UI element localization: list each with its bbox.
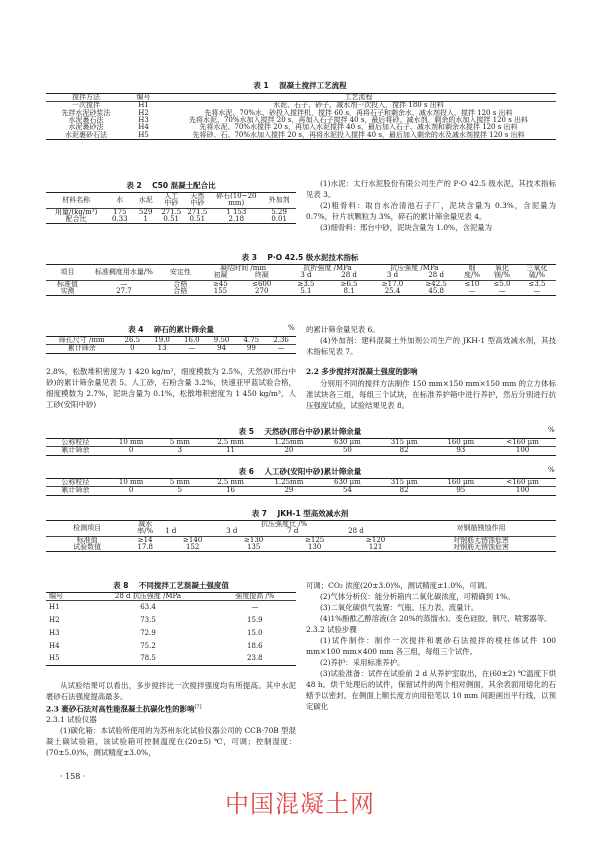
table-cell: ≥130 [244, 535, 264, 544]
table-cell: 72.9 [140, 628, 156, 637]
table-cell: 82 [399, 446, 409, 455]
table-cell: 1.25mm [274, 478, 304, 486]
table8-caption: 表 8 不同搅拌工艺混凝土强度值 [113, 581, 229, 590]
table-cell: 19.0 [154, 336, 170, 344]
table-cell: 11 [226, 446, 235, 455]
table-cell: 27.7 [116, 287, 132, 296]
table-cell: H2 [138, 108, 149, 117]
table-cell: 0 [128, 446, 134, 455]
table3-header-item: 项目 [60, 267, 75, 276]
table3-header-so3: 三氧化硫/% [526, 264, 548, 280]
table1-caption: 表 1 混凝土搅拌工艺流程 [253, 81, 347, 90]
table-cell: 1 153 [226, 207, 247, 216]
table-cell: H4 [49, 641, 60, 650]
table-cell: ≥14 [137, 535, 153, 544]
table-cell: 2.5 mm [217, 438, 244, 446]
table1-header-no: 编号 [136, 93, 151, 101]
table-cell: 合格 [173, 287, 188, 296]
table-cell: 配合比 [65, 215, 87, 224]
page-number: · 158 · [60, 772, 86, 781]
table-cell: 对钢筋无锈蚀危害 [453, 535, 510, 544]
table-cell: 16.0 [184, 336, 200, 344]
table-cell: 2.18 [228, 215, 245, 224]
table8-header-strength: 28 d 抗压强度 /MPa [114, 592, 182, 600]
right-bottom-text [306, 580, 556, 712]
table-cell: 25.4 [384, 287, 401, 296]
table-cell: — [533, 287, 541, 296]
table2-header-cement: 水泥 [138, 195, 153, 204]
table-cell: H1 [138, 101, 149, 110]
table-cell: H2 [49, 615, 60, 624]
table8 [46, 592, 296, 666]
table3-header-fineness: 细度/% [463, 264, 480, 280]
paragraph: (2)粗骨料：取自水冶清池石子厂，泥块含量为 0.3%，含泥量为 0.7%，针片状颗粒为 3%，碎石的累计筛余量见表 4。 [306, 201, 556, 221]
table-cell: 95 [456, 486, 466, 495]
table-cell: 合格 [173, 279, 188, 288]
table2-caption: 表 2 C50 混凝土配合比 [126, 181, 216, 190]
table7-header-28d: 28 d [348, 527, 364, 536]
paragraph: (2)气体分析仪：能分析箱内二氧化碳浓度，可精确到 1%。 [320, 592, 515, 601]
paragraph: (3)细骨料：邢台中砂，泥块含量为 1.0%，含泥量为 [320, 223, 493, 232]
table-cell: — [277, 344, 285, 353]
table-cell: H4 [138, 123, 149, 132]
table-cell: 100 [515, 486, 530, 495]
paragraph: 可调；CO₂ 浓度(20±3.0)%，测试精度±1.0%，可调。 [306, 581, 492, 590]
table-cell: 公称粒径 [61, 478, 90, 486]
table-cell: 10 mm [118, 478, 144, 486]
paragraph: (1)碳化箱：本试验所使用的为苏州东化试验仪器公司的 CCB-70B 型混凝土碳试验箱，该试验箱可控制温度在(20±5) ℃，可调；控制湿度：(70±5.0)%，测试精度±3.0%， [46, 726, 296, 758]
paragraph: 的累计筛余量见表 6。 [306, 325, 380, 334]
table4-caption: 表 4 碎石的累计筛余量 [128, 325, 214, 334]
table3-header-final: 终凝 [254, 271, 269, 280]
table-cell: 用量/(kg/m³) [54, 207, 98, 216]
table-cell: 5 mm [169, 478, 190, 486]
table3-header-setting: 凝结时间 /min [220, 264, 267, 272]
table7-header-7d: 7 d [287, 527, 299, 536]
section-2-2-heading: 2.2 多步搅拌对混凝土强度的影响 [306, 367, 418, 376]
table-row [46, 447, 556, 455]
paragraph: (1)水泥：太行水泥股份有限公司生产的 P·O 42.5 级水泥，其技术指标见表 3。 [306, 179, 556, 199]
table-cell: 累计筛余 [61, 486, 90, 495]
table3-header-mgo: 氧化镁/% [493, 264, 510, 280]
table-cell: 155 [213, 287, 228, 296]
table-row [46, 653, 296, 666]
table7-header-ratio: 抗压强度比 /% [261, 520, 308, 528]
table-cell: 先将砂、石、70%水加入搅拌 20 s，再将水泥投入搅拌 40 s，最后加入剩余的水及减水剂搅拌 120 s 出料 [192, 130, 525, 139]
table-cell: 一次搅拌 [72, 101, 100, 110]
table-cell: 0.01 [271, 215, 287, 224]
table-row [46, 544, 556, 552]
table-cell: ≥17.0 [381, 279, 404, 288]
table-cell: 先将水泥、70%水加入搅拌 20 s，再加入石子搅拌 40 s，最后将砂、减水剂、剩余的水加入搅拌 120 s 出料 [188, 116, 529, 125]
table3-caption: 表 3 P·O 42.5 级水泥技术指标 [241, 253, 359, 262]
paragraph: (3)二氧化碳供气装置：气瓶、压力表、流量计。 [320, 603, 479, 612]
table-cell: 93 [456, 446, 466, 455]
table-cell: — [120, 279, 128, 288]
table-cell: 5 mm [169, 438, 190, 446]
table7-header-reduce: 减水率/% [137, 520, 154, 536]
table-cell: 15.0 [247, 628, 263, 637]
table-cell: 公称粒径 [61, 438, 90, 446]
table-cell: ≥42.5 [425, 279, 447, 288]
table-cell: ≤10 [464, 279, 480, 288]
table-cell: 160 μm [447, 478, 475, 486]
table-row [46, 288, 556, 296]
table1-header-process: 工艺流程 [344, 93, 373, 101]
table-cell: 271.5 [187, 207, 208, 216]
table-row [46, 479, 556, 487]
table3-header-comp: 抗压强度 /MPa [390, 264, 439, 272]
table2 [46, 192, 296, 224]
table7-header-item: 检测项目 [73, 523, 102, 532]
table-row [46, 614, 296, 627]
table2-header-admix: 外加剂 [268, 195, 290, 204]
table-cell: 270 [255, 287, 269, 296]
table-cell: 试验数值 [73, 543, 102, 552]
table-row [46, 439, 556, 447]
table7-header-3d: 3 d [226, 527, 238, 536]
table-cell: ≤5.0 [493, 279, 511, 288]
section-2-2-paragraph: 分别用不同的搅拌方法制作 150 mm×150 mm×150 mm 的立方体标准试块各三组，每组三个试块，在标准养护箱中进行养护，然后分别进行抗压强度试验，试验结果见表 8。 [306, 379, 556, 410]
table7-header-corrosion: 对钢筋锈蚀作用 [456, 523, 506, 532]
table-cell: 0.51 [189, 215, 206, 224]
table-cell: — [251, 602, 259, 611]
table-cell: 160 μm [447, 438, 475, 446]
table5-caption: 表 5 天然砂(邢台中砂)累计筛余量 [238, 427, 362, 436]
table-cell: 水泥裹砂法 [68, 123, 104, 132]
table8-header-no: 编号 [49, 592, 63, 600]
table-cell: <160 μm [506, 438, 539, 446]
table-cell: 29 [284, 486, 294, 495]
table-cell: 2.5 mm [217, 478, 244, 486]
table-cell: 271.5 [161, 207, 182, 216]
table2-header-material: 材料名称 [62, 195, 91, 204]
table-cell: 63.4 [140, 602, 156, 611]
table-cell: — [498, 287, 506, 296]
table-cell: 17.8 [137, 543, 153, 552]
table-cell: 23.8 [247, 654, 263, 663]
table4-unit: % [288, 324, 295, 332]
table-cell: 94 [217, 344, 227, 353]
table-cell: 315 μm [390, 478, 418, 486]
table-cell: 121 [368, 543, 383, 552]
section-2-3-reference: [7] [194, 704, 202, 710]
table-cell: 水泥裹砂石法 [65, 130, 107, 139]
table-cell: 16 [226, 486, 235, 495]
table-cell: 135 [246, 543, 261, 552]
table-cell: 82 [399, 486, 409, 495]
table-cell: 529 [139, 207, 153, 216]
table-cell: 5.1 [300, 287, 312, 296]
table-cell: 0 [130, 344, 135, 353]
table7 [46, 520, 556, 552]
table-cell: 630 μm [334, 478, 361, 486]
table3-header-flex-28d: 28 d [341, 271, 357, 280]
table1 [46, 93, 556, 140]
table-cell: H5 [49, 654, 60, 663]
table-cell: ≤600 [252, 279, 272, 288]
table-cell: <160 μm [506, 478, 539, 486]
right-column-text-2 [306, 324, 556, 357]
table5 [46, 438, 556, 456]
table-cell: 100 [515, 446, 530, 455]
table-cell: 先拌水泥砂浆法 [61, 108, 111, 117]
paragraph: (2)养护：采用标准养护。 [320, 658, 405, 667]
paragraph: (1)试件制作：制作一次搅拌和裹砂石法搅拌的棱柱体试件 100 mm×100 mm×400 mm 各三组，每组三个试件。 [306, 636, 556, 656]
table-cell: 73.5 [140, 615, 156, 624]
table-row [46, 627, 296, 640]
table-cell: 1.25mm [274, 438, 304, 446]
table-cell: 18.6 [247, 641, 263, 650]
table-cell: 累计筛余 [67, 344, 96, 353]
table-row [46, 601, 296, 614]
table-cell: H1 [49, 602, 60, 611]
table3-header-initial: 初凝 [213, 271, 228, 280]
table-cell: 实测 [60, 287, 75, 296]
table-cell: 先将水泥、70%水、砂投入搅拌机，搅拌 60 s，再将石子和剩余水、减水剂投入，搅拌 120 s 出料 [204, 108, 513, 117]
table-cell: ≥125 [305, 535, 325, 544]
table-cell: 8.1 [343, 287, 355, 296]
table-cell: 0.51 [163, 215, 180, 224]
paragraph: (4)外加剂：建科混凝土外加剂公司生产的 JKH-1 型高效减水剂，其技术指标见表 7。 [306, 336, 556, 356]
table-cell: 152 [185, 543, 200, 552]
table-cell: 175 [113, 207, 127, 216]
table-cell: ≥3.5 [297, 279, 315, 288]
table-cell: 3 [177, 446, 183, 455]
table-cell: 5.29 [271, 207, 287, 216]
table-cell: 4.75 [243, 336, 260, 344]
table2-header-gravel: 碎石(10~20 mm) [216, 192, 257, 208]
section-2-3-heading [46, 702, 296, 714]
table-cell: 13 [157, 344, 167, 353]
table-cell: 0 [128, 486, 134, 495]
table-cell: 130 [307, 543, 322, 552]
table2-header-man-sand: 人工中砂 [164, 192, 179, 208]
table-cell: ≥140 [183, 535, 203, 544]
table-cell: 2.36 [273, 336, 289, 344]
table-cell: H3 [49, 628, 60, 637]
section-2-3-1-heading: 2.3.1 试验仪器 [46, 715, 97, 725]
table-cell: ≥6.5 [340, 279, 358, 288]
table-cell: 标准值 [56, 279, 78, 288]
table3 [46, 264, 556, 296]
table3-header-consistency: 标准稠度用水量/% [94, 267, 153, 276]
table-row [46, 640, 296, 653]
section-2-3-2-heading: 2.3.2 试验步骤 [306, 625, 357, 634]
table7-header-1d: 1 d [165, 527, 177, 536]
paragraph: (4)1%酚酞乙醇溶液(含 20%的蒸馏水)、变色硅胶、钢尺、喷雾器等。 [320, 614, 552, 623]
table-cell: 78.5 [140, 654, 156, 663]
table-cell: ≥120 [366, 535, 386, 544]
table-cell: 0.33 [112, 215, 128, 224]
table-cell: 筛孔尺寸 /mm [58, 336, 105, 344]
table-cell: 5 [177, 486, 183, 495]
table-cell: 50 [342, 446, 352, 455]
left-mid-paragraph: 2.8%，松散堆积密度为 1 420 kg/m³，细度模数为 2.5%，天然砂(邢台中砂)的累计筛余量见表 5。人工砂，石粉含量 3.2%，快速亚甲蓝试验合格，细度模数为 2.7%，泥块含量为 0.1%，松散堆积密度为 1 450 kg/m³，人工砂(安阳中砂) [46, 367, 296, 409]
table5-unit: % [548, 426, 555, 434]
table6-unit: % [548, 466, 555, 474]
table-cell: 75.2 [140, 641, 156, 650]
table2-header-nat-sand: 天然中砂 [190, 192, 205, 208]
table-cell: 26.5 [124, 336, 141, 344]
table-cell: 99 [246, 344, 256, 353]
table6-caption: 表 6 人工砂(安阳中砂)累计筛余量 [238, 467, 362, 476]
table-cell: 先将水泥、70%水搅拌 20 s，再加入水泥搅拌 40 s，最后加入石子、减水剂和剩余水搅拌 120 s 出料 [199, 123, 518, 132]
table3-header-comp-3d: 3 d [386, 271, 399, 280]
table-row [46, 132, 556, 140]
table-cell: 10 mm [118, 438, 144, 446]
table-cell: 9.50 [213, 336, 230, 344]
table-cell: 45.8 [428, 287, 444, 296]
table-cell: — [468, 287, 476, 296]
table1-header-method: 搅拌方法 [72, 93, 100, 101]
left-bottom-text [46, 680, 296, 758]
table-cell: 对钢筋无锈蚀危害 [453, 543, 510, 552]
table6 [46, 478, 556, 496]
paragraph: 从试验结果可以看出，多步搅拌比一次搅拌强度均有所提高。其中水泥裹砂石法强度提高最多。 [46, 681, 296, 701]
table4 [46, 336, 296, 354]
table-cell: ≤3.5 [528, 279, 546, 288]
table7-caption: 表 7 JKH-1 型高效减水剂 [251, 509, 349, 518]
right-column-text-1 [306, 178, 556, 233]
table3-header-comp-28d: 28 d [428, 271, 444, 280]
table-row [46, 487, 556, 495]
table2-header-water: 水 [116, 195, 124, 204]
table-cell: ≥45 [213, 279, 228, 288]
table-cell: 15.9 [247, 615, 263, 624]
table-row [46, 345, 296, 353]
table3-header-flex-3d: 3 d [300, 271, 312, 280]
table-cell: 20 [284, 446, 294, 455]
table-cell: 标准值 [76, 535, 98, 544]
table-cell: H5 [138, 130, 149, 139]
table-cell: 315 μm [390, 438, 418, 446]
table-cell: 630 μm [334, 438, 361, 446]
table-cell: H3 [138, 116, 149, 125]
table-cell: 水泥、石子、砂子、减水剂一次投入，搅拌 180 s 出料 [273, 101, 444, 110]
table-cell: 水泥裹石法 [68, 116, 104, 125]
table-cell: 累计筛余 [61, 446, 90, 455]
table3-header-flex: 抗折强度 /MPa [303, 264, 352, 272]
table-cell: — [188, 344, 196, 353]
table3-header-soundness: 安定性 [169, 267, 191, 276]
paragraph: (3)试验准备：试件在试验前 2 d 从养护室取出，在(60±2) ℃温度下烘 48 h。烘干处理后的试件，保留试件的两个相对侧面，其余表面用熔化的石蜡予以密封。在侧面上顺长度方向用铅笔以 10 mm 间距画出平行线，以预定碳化 [306, 669, 556, 711]
table-row [46, 216, 296, 224]
table-cell: 1 [143, 215, 148, 224]
section-2-3-title: 2.3 裹砂石法对高性能混凝土抗碳化性的影响 [46, 704, 195, 714]
watermark: 中国混凝土网 [225, 790, 375, 818]
table8-header-increase: 强度提高 /% [235, 592, 275, 600]
table-cell: 54 [342, 486, 352, 495]
